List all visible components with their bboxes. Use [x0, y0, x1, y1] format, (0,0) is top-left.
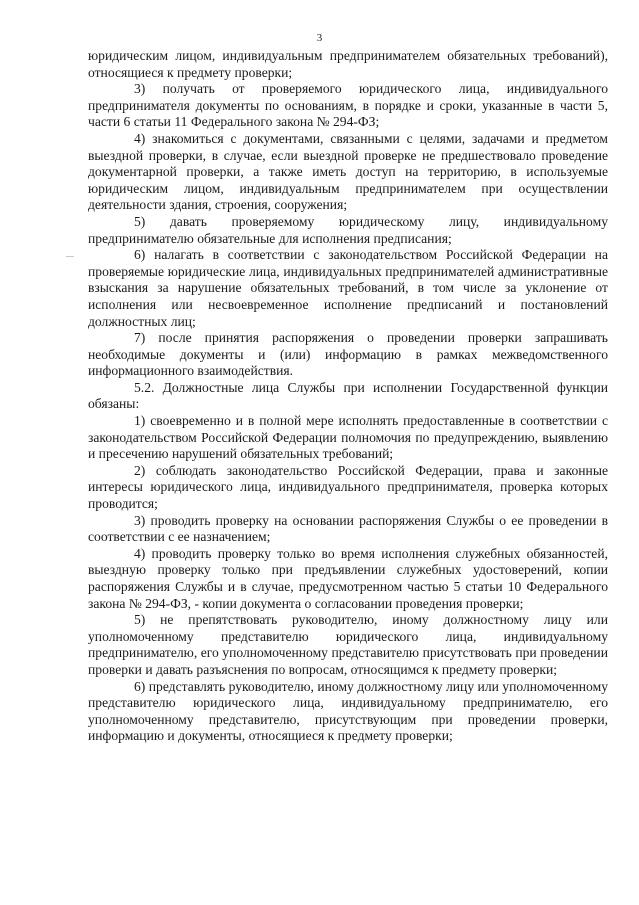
paragraph-duty-1: 1) своевременно и в полной мере исполнять предоставленные в соответствии с законодательством Российской Федерации полномочия по предупреждению, выявлению и пресечению нарушений обязательных требований;	[88, 413, 608, 462]
paragraph-item-4: 4) знакомиться с документами, связанными с целями, задачами и предметом выездной проверки, в случае, если выездной проверке не предшествовало проведение документарной проверки, а также иметь доступ на территорию, в используемые юридическим лицом, индивидуальным предпринимателем при осуществлении деятельности здания, строения, сооружения;	[88, 130, 608, 213]
paragraph-item-6: 6) налагать в соответствии с законодательством Российской Федерации на проверяемые юридические лица, индивидуальных предпринимателей административные взыскания за нарушение обязательных требований, в том числе за уклонение от исполнения или несвоевременное исполнение предписаний и постановлений должностных лиц;	[88, 247, 608, 329]
paragraph-duty-4: 4) проводить проверку только во время исполнения служебных обязанностей, выездную проверку только при предъявлении служебных удостоверений, копии распоряжения Службы и в случае, предусмотренном частью 5 статьи 10 Федерального закона № 294-ФЗ, - копии документа о согласовании проведения проверки;	[88, 545, 608, 611]
margin-mark	[66, 256, 74, 257]
paragraph-duty-5: 5) не препятствовать руководителю, иному должностному лицу или уполномоченному представителю юридического лица, индивидуальному предпринимателю, его уполномоченному представителю присутствовать при проведении проверки и давать разъяснения по вопросам, относящимся к предмету проверки;	[88, 612, 608, 677]
paragraph-duty-3: 3) проводить проверку на основании распоряжения Службы о ее проведении в соответствии с ее назначением;	[88, 512, 608, 545]
paragraph-item-3: 3) получать от проверяемого юридического лица, индивидуального предпринимателя документы по основаниям, в порядке и сроки, указанные в части 5, части 6 статьи 11 Федерального закона № 294-ФЗ;	[88, 81, 608, 130]
paragraph-duty-6: 6) представлять руководителю, иному должностному лицу или уполномоченному представителю юридического лица, индивидуальному предпринимателю, его уполномоченному представителю, присутствующим при проведении проверки, информацию и документы, относящиеся к предмету проверки;	[88, 678, 608, 744]
section-heading-5-2: 5.2. Должностные лица Службы при исполнении Государственной функции обязаны:	[88, 379, 608, 412]
paragraph-duty-2: 2) соблюдать законодательство Российской Федерации, права и законные интересы юридического лица, индивидуального предпринимателя, проверка которых проводится;	[88, 462, 608, 512]
paragraph-continuation: юридическим лицом, индивидуальным предпринимателем обязательных требований), относящиеся к предмету проверки;	[88, 48, 608, 80]
document-body	[88, 48, 608, 745]
paragraph-item-5: 5) давать проверяемому юридическому лицу, индивидуальному предпринимателю обязательные для исполнения предписания;	[88, 213, 608, 246]
paragraph-item-7: 7) после принятия распоряжения о проведении проверки запрашивать необходимые документы и (или) информацию в рамках межведомственного информационного взаимодействия.	[88, 330, 608, 379]
page-number: 3	[316, 32, 323, 44]
